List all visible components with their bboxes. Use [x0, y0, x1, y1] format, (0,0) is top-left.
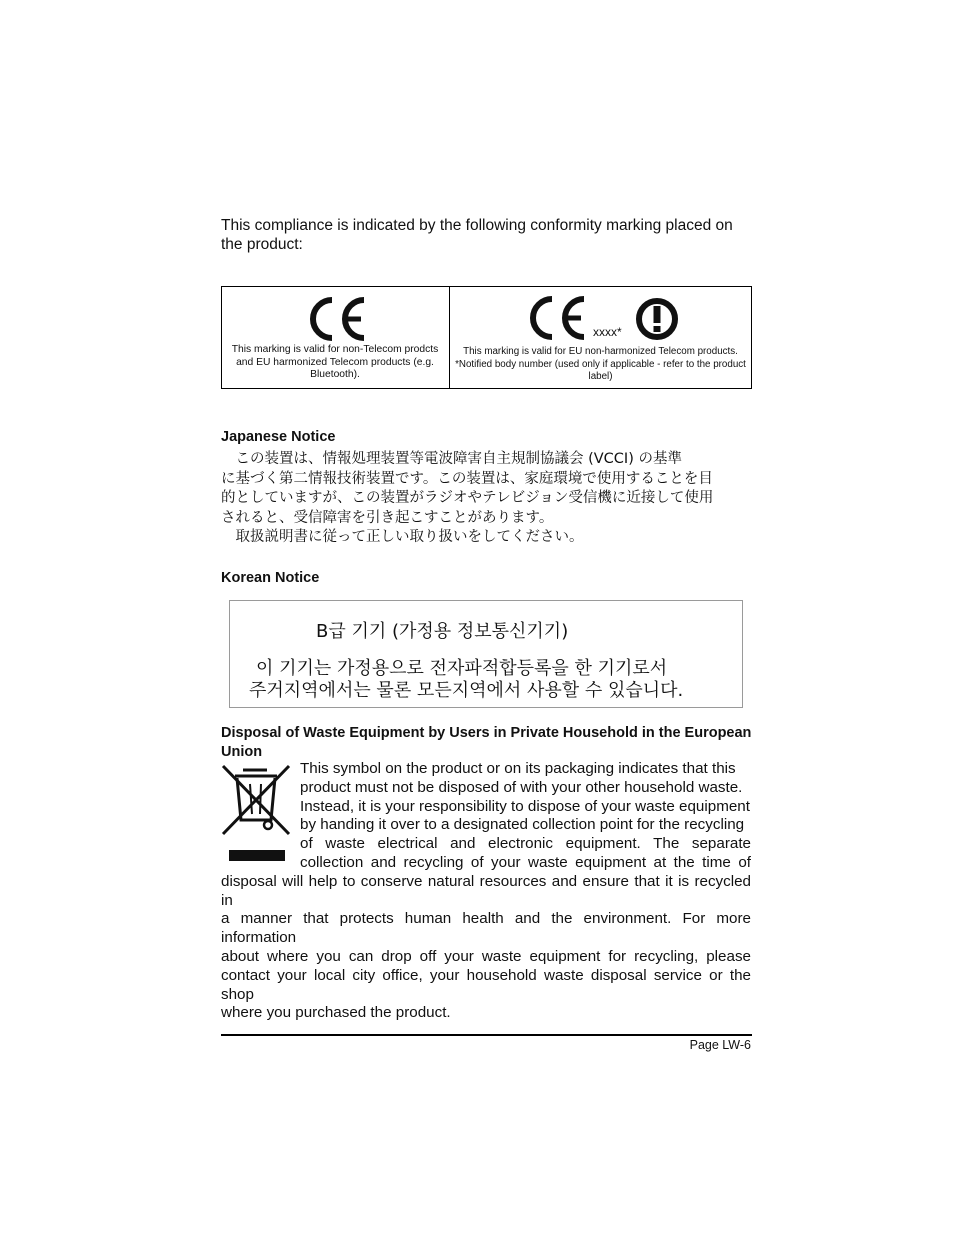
- page-number: Page LW-6: [689, 1038, 751, 1052]
- japanese-line: この装置は、情報処理装置等電波障害自主規制協議会 (VCCI) の基準: [221, 451, 682, 467]
- ce-mark-icon: [306, 296, 368, 342]
- alert-mark-description: This marking is valid for EU non-harmonized Telecom products. *Notified body number (used only if applicable - refer to the product label): [455, 346, 746, 382]
- footer-divider: [221, 1034, 752, 1036]
- japanese-line: されると、受信障害を引き起こすことがあります。: [221, 509, 554, 526]
- ce-mark-icon: [526, 295, 588, 341]
- japanese-line: に基づく第二情報技術装置です。この装置は、家庭環境で使用することを目: [221, 470, 713, 487]
- japanese-notice-text: [221, 450, 761, 548]
- intro-line-2: the product:: [221, 236, 303, 253]
- korean-notice-line-1: 이 기기는 가정용으로 전자파적합등록을 한 기기로서: [256, 658, 668, 679]
- korean-notice-heading: Korean Notice: [221, 570, 320, 586]
- disposal-heading: Disposal of Waste Equipment by Users in Private Household in the European Union: [221, 725, 752, 760]
- japanese-line: 的としていますが、この装置がラジオやテレビジョン受信機に近接して使用: [221, 490, 714, 506]
- disposal-paragraph: [221, 760, 751, 1023]
- alert-mark-icon: [634, 296, 680, 342]
- intro-paragraph: [221, 216, 751, 254]
- korean-notice-box: [229, 600, 743, 708]
- japanese-line: 取扱説明書に従って正しい取り扱いをしてください。: [221, 529, 584, 545]
- conformity-marks-table: [221, 286, 752, 389]
- korean-notice-line-2: 주거지역에서는 물론 모든지역에서 사용할 수 있습니다.: [249, 680, 684, 701]
- ce-mark-description: This marking is valid for non-Telecom prodcts and EU harmonized Telecom products (e.g. Bluetooth).: [231, 344, 439, 380]
- japanese-notice-heading: Japanese Notice: [221, 429, 336, 445]
- ce-mark-cell: [222, 287, 450, 388]
- notified-body-number: xxxx*: [593, 325, 622, 339]
- korean-notice-title: B급 기기 (가정용 정보통신기기): [316, 621, 569, 642]
- disposal-wrapped-text: This symbol on the product or on its packaging indicates that this product must not be disposed of with your other household waste. Instead, it is your responsibility to dispose of your waste equipment by handing it over to a designated collection point for the recycling of waste electrical and electronic equipment. The separate collection and recycling of your waste equipment at the time of: [300, 760, 751, 871]
- intro-line-1: This compliance is indicated by the following conformity marking placed on: [221, 217, 733, 234]
- disposal-full-width-text: disposal will help to conserve natural resources and ensure that it is recycled in a manner that protects human health and the environment. For more information about where you can drop off your waste equipment for recycling, please contact your local city office, your household waste disposal service or the shop where you purchased the product.: [221, 872, 751, 1022]
- ce-alert-mark-cell: [450, 287, 751, 388]
